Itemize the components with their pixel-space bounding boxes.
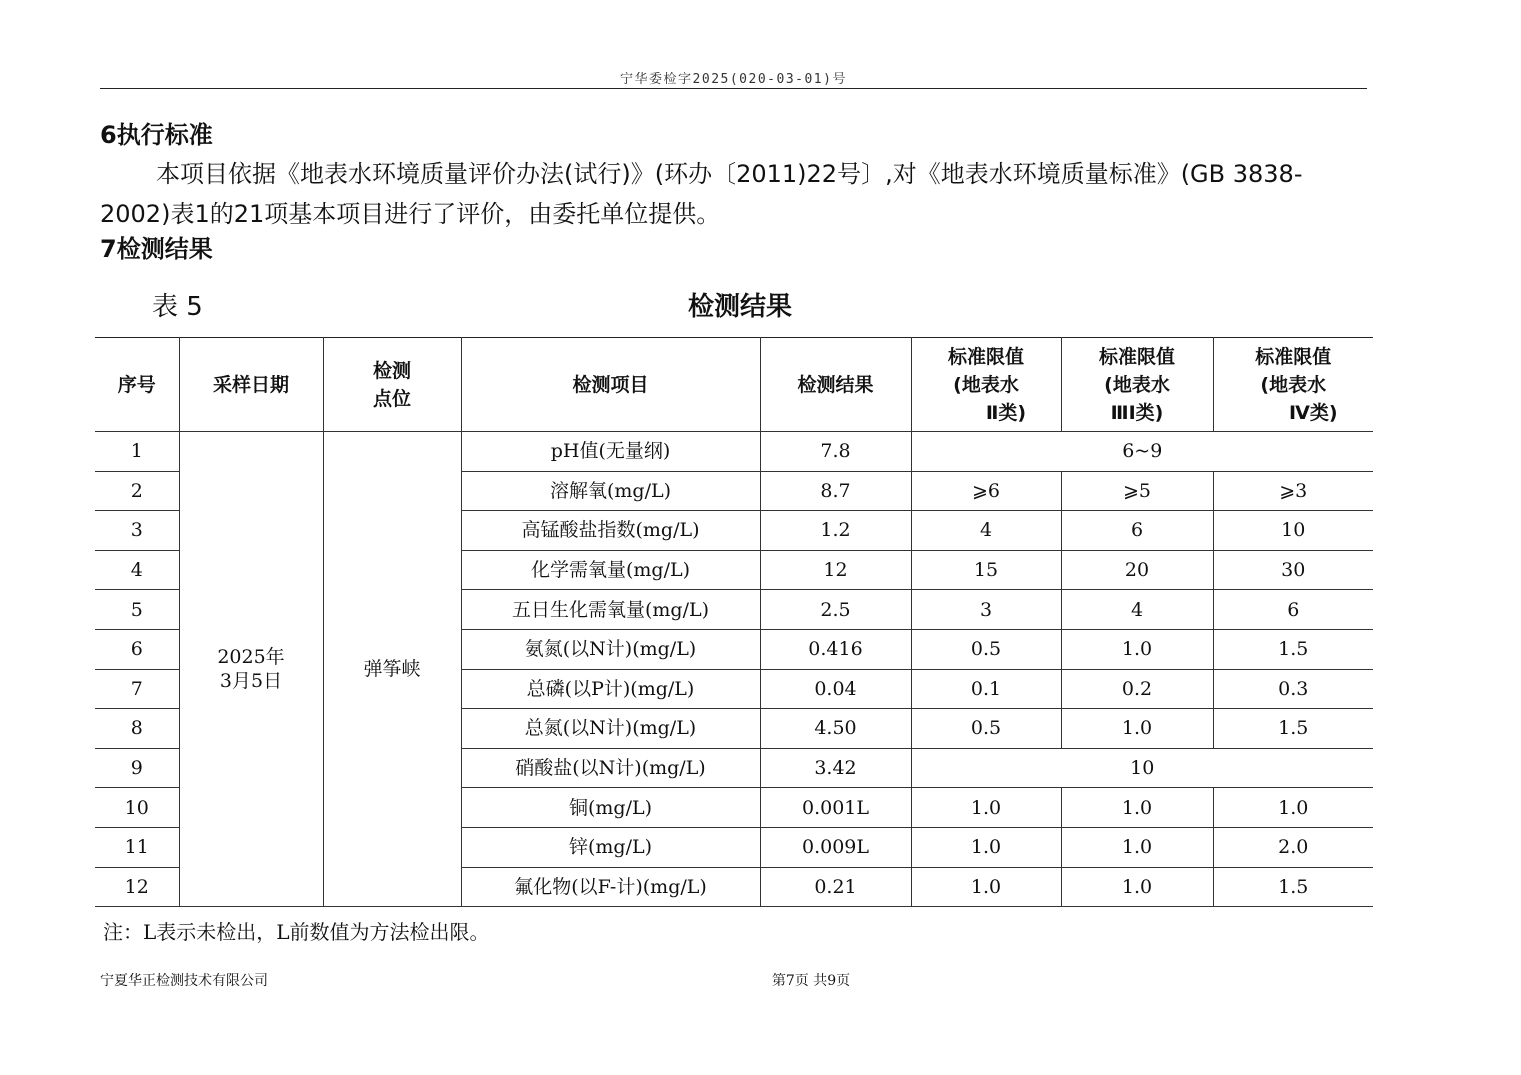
table-note: 注：L表示未检出，L前数值为方法检出限。 [103, 920, 490, 944]
header-std-class-3-line3: ⅢⅠ类) [1110, 401, 1164, 424]
cell-std-class-3: 1.0 [1061, 629, 1213, 669]
header-std-class-3-line2: (地表水 [1104, 373, 1170, 396]
cell-std-class-3: 1.0 [1061, 788, 1213, 828]
footer-company: 宁夏华正检测技术有限公司 [100, 973, 268, 989]
footer-page-number: 第7页 共9页 [771, 973, 851, 989]
cell-std-class-2: 1.0 [911, 867, 1061, 907]
cell-std-class-2: 3 [911, 590, 1061, 630]
cell-result: 0.21 [760, 867, 911, 907]
cell-std-class-4: 1.0 [1213, 788, 1373, 828]
sample-date-line1: 2025年 [217, 646, 285, 669]
cell-result: 0.416 [760, 629, 911, 669]
cell-result: 0.001L [760, 788, 911, 828]
header-std-class-2 [911, 338, 1061, 432]
cell-result: 12 [760, 550, 911, 590]
cell-seq: 2 [95, 471, 179, 511]
cell-std-class-4: 6 [1213, 590, 1373, 630]
table-row [95, 432, 1373, 472]
cell-result: 0.04 [760, 669, 911, 709]
cell-std-class-3: 1.0 [1061, 867, 1213, 907]
cell-result: 1.2 [760, 511, 911, 551]
header-std-class-2-line3: Ⅱ类) [985, 401, 1027, 424]
cell-item: 锌(mg/L) [461, 827, 760, 867]
header-std-class-2-line1: 标准限值 [947, 345, 1024, 368]
cell-item: 氨氮(以N计)(mg/L) [461, 629, 760, 669]
cell-item: pH值(无量纲) [461, 432, 760, 472]
header-std-class-4 [1213, 338, 1373, 432]
cell-std-class-4: 1.5 [1213, 709, 1373, 749]
header-std-class-3-line1: 标准限值 [1098, 345, 1175, 368]
cell-std-merged: 6~9 [911, 432, 1373, 472]
cell-seq: 1 [95, 432, 179, 472]
cell-std-class-3: 1.0 [1061, 709, 1213, 749]
cell-std-class-2: 15 [911, 550, 1061, 590]
cell-seq: 9 [95, 748, 179, 788]
cell-std-class-2: 0.5 [911, 629, 1061, 669]
header-sample-date: 采样日期 [179, 338, 323, 432]
cell-result: 0.009L [760, 827, 911, 867]
cell-std-class-3: 4 [1061, 590, 1213, 630]
cell-item: 总氮(以N计)(mg/L) [461, 709, 760, 749]
cell-seq: 12 [95, 867, 179, 907]
cell-std-class-4: 10 [1213, 511, 1373, 551]
table-header-row [95, 338, 1373, 432]
cell-std-class-4: 1.5 [1213, 629, 1373, 669]
cell-seq: 10 [95, 788, 179, 828]
cell-std-class-4: ⩾3 [1213, 471, 1373, 511]
cell-seq: 7 [95, 669, 179, 709]
header-result: 检测结果 [760, 338, 911, 432]
cell-item: 总磷(以P计)(mg/L) [461, 669, 760, 709]
cell-item: 高锰酸盐指数(mg/L) [461, 511, 760, 551]
section-6-heading: 6执行标准 [100, 121, 213, 149]
cell-seq: 3 [95, 511, 179, 551]
header-std-class-3 [1061, 338, 1213, 432]
cell-result: 4.50 [760, 709, 911, 749]
cell-std-class-2: 1.0 [911, 788, 1061, 828]
header-item: 检测项目 [461, 338, 760, 432]
cell-result: 8.7 [760, 471, 911, 511]
cell-std-class-3: 6 [1061, 511, 1213, 551]
cell-item: 铜(mg/L) [461, 788, 760, 828]
cell-std-class-2: 1.0 [911, 827, 1061, 867]
cell-result: 2.5 [760, 590, 911, 630]
cell-std-class-2: 0.5 [911, 709, 1061, 749]
cell-std-class-4: 0.3 [1213, 669, 1373, 709]
cell-seq: 6 [95, 629, 179, 669]
cell-seq: 5 [95, 590, 179, 630]
header-std-class-4-line2: (地表水 [1260, 373, 1327, 396]
cell-item: 硝酸盐(以N计)(mg/L) [461, 748, 760, 788]
cell-sample-date [179, 432, 323, 907]
section-7-heading: 7检测结果 [100, 235, 213, 263]
header-sample-point-line1: 检测 [372, 359, 411, 382]
cell-std-class-2: 0.1 [911, 669, 1061, 709]
header-seq: 序号 [95, 338, 179, 432]
cell-seq: 11 [95, 827, 179, 867]
table-label: 表 5 [152, 292, 203, 322]
header-sample-point [323, 338, 461, 432]
cell-item: 氟化物(以F-计)(mg/L) [461, 867, 760, 907]
cell-std-class-4: 2.0 [1213, 827, 1373, 867]
header-std-class-2-line2: (地表水 [953, 373, 1019, 396]
cell-std-class-3: 1.0 [1061, 827, 1213, 867]
header-std-class-4-line3: Ⅳ类) [1288, 401, 1338, 424]
standards-paragraph [100, 154, 1340, 234]
cell-std-class-4: 30 [1213, 550, 1373, 590]
cell-std-class-2: ⩾6 [911, 471, 1061, 511]
standards-paragraph-text: 本项目依据《地表水环境质量评价办法(试行)》(环办〔2011)22号〕,对《地表水环境质量标准》(GB 3838-2002)表1的21项基本项目进行了评价，由委托单位提供。 [100, 160, 1303, 228]
cell-std-merged: 10 [911, 748, 1373, 788]
cell-seq: 4 [95, 550, 179, 590]
cell-result: 7.8 [760, 432, 911, 472]
cell-std-class-4: 1.5 [1213, 867, 1373, 907]
cell-item: 五日生化需氧量(mg/L) [461, 590, 760, 630]
cell-seq: 8 [95, 709, 179, 749]
cell-sample-point: 弹筝峡 [323, 432, 461, 907]
results-table [95, 337, 1373, 907]
header-sample-point-line2: 点位 [372, 387, 411, 410]
cell-std-class-3: 20 [1061, 550, 1213, 590]
cell-result: 3.42 [760, 748, 911, 788]
document-number-header: 宁华委检字2025(020-03-01)号 [100, 72, 1367, 89]
cell-std-class-2: 4 [911, 511, 1061, 551]
cell-std-class-3: 0.2 [1061, 669, 1213, 709]
cell-item: 化学需氧量(mg/L) [461, 550, 760, 590]
cell-item: 溶解氧(mg/L) [461, 471, 760, 511]
cell-std-class-3: ⩾5 [1061, 471, 1213, 511]
table-title: 检测结果 [687, 292, 792, 322]
header-std-class-4-line1: 标准限值 [1255, 345, 1332, 368]
sample-date-line2: 3月5日 [219, 670, 283, 693]
